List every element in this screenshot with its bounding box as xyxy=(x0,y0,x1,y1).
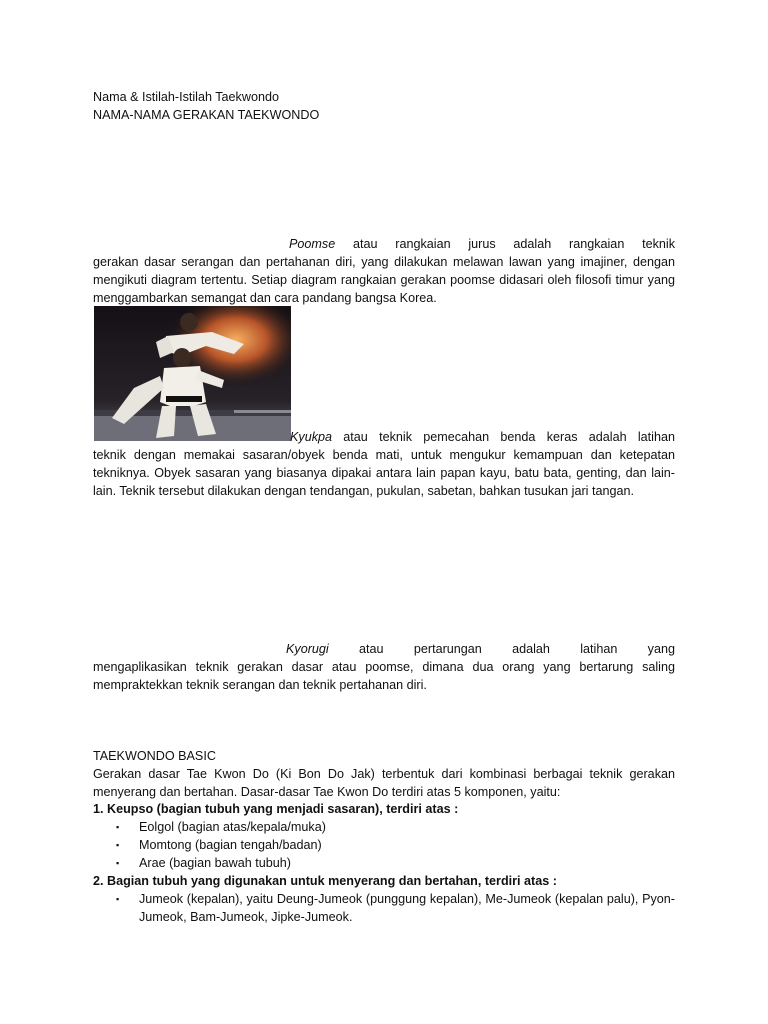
list-item: Arae (bagian bawah tubuh) xyxy=(139,856,291,870)
bullet-marker: ▪ xyxy=(116,858,120,868)
kyukpa-lead: atau teknik pemecahan benda keras adalah latihan xyxy=(332,430,675,444)
kyukpa-term: Kyukpa xyxy=(290,430,333,444)
bullet-marker: ▪ xyxy=(116,840,120,850)
basic-item-2: 2. Bagian tubuh yang digunakan untuk menyerang dan bertahan, terdiri atas : xyxy=(93,874,557,888)
kyorugi-lead: atau pertarungan adalah latihan yang xyxy=(328,642,675,656)
list-item: Momtong (bagian tengah/badan) xyxy=(139,838,322,852)
kyorugi-term: Kyorugi xyxy=(286,642,329,656)
poomse-lead: atau rangkaian jurus adalah rangkaian teknik xyxy=(335,237,675,251)
kyukpa-photo-illustration xyxy=(94,306,291,441)
poomse-term: Poomse xyxy=(289,237,336,251)
bullet-marker: ▪ xyxy=(116,822,120,832)
kyukpa-paragraph: teknik dengan memakai sasaran/obyek benda mati, untuk mengukur kemampuan dan ketepatan tekniknya. Obyek sasaran yang biasanya dipakai antara lain papan kayu, batu bata, genting, dan lain-lain. Teknik tersebut dilakukan dengan tendangan, pukulan, sabetan, bahkan tusukan jari tangan. xyxy=(93,448,675,498)
bullet-marker: ▪ xyxy=(116,894,120,904)
list-item: Eolgol (bagian atas/kepala/muka) xyxy=(139,820,326,834)
poomse-first-line xyxy=(289,235,675,253)
poomse-paragraph: gerakan dasar serangan dan pertahanan diri, yang dilakukan melawan lawan yang imajiner, dengan mengikuti diagram tertentu. Setiap diagram rangkaian gerakan poomse didasari oleh filosofi timur yang menggambarkan semangat dan cara pandang bangsa Korea. xyxy=(93,255,675,305)
basic-item-1: 1. Keupso (bagian tubuh yang menjadi sasaran), terdiri atas : xyxy=(93,802,459,816)
section-title: NAMA-NAMA GERAKAN TAEKWONDO xyxy=(93,108,320,122)
basic-intro: Gerakan dasar Tae Kwon Do (Ki Bon Do Jak) terbentuk dari kombinasi berbagai teknik gerakan menyerang dan bertahan. Dasar-dasar Tae Kwon Do terdiri atas 5 komponen, yaitu: xyxy=(93,767,675,799)
kyorugi-paragraph: mengaplikasikan teknik gerakan dasar atau poomse, dimana dua orang yang bertarung saling mempraktekkan teknik serangan dan teknik pertahanan diri. xyxy=(93,660,675,692)
document-title: Nama & Istilah-Istilah Taekwondo xyxy=(93,90,279,104)
kyukpa-photo xyxy=(94,306,291,441)
kyukpa-first-line xyxy=(290,428,675,446)
list-item: Jumeok (kepalan), yaitu Deung-Jumeok (punggung kepalan), Me-Jumeok (kepalan palu), Pyon-Jumeok, Bam-Jumeok, Jipke-Jumeok. xyxy=(139,892,675,924)
kyorugi-first-line xyxy=(286,640,675,658)
basic-heading: TAEKWONDO BASIC xyxy=(93,749,216,763)
